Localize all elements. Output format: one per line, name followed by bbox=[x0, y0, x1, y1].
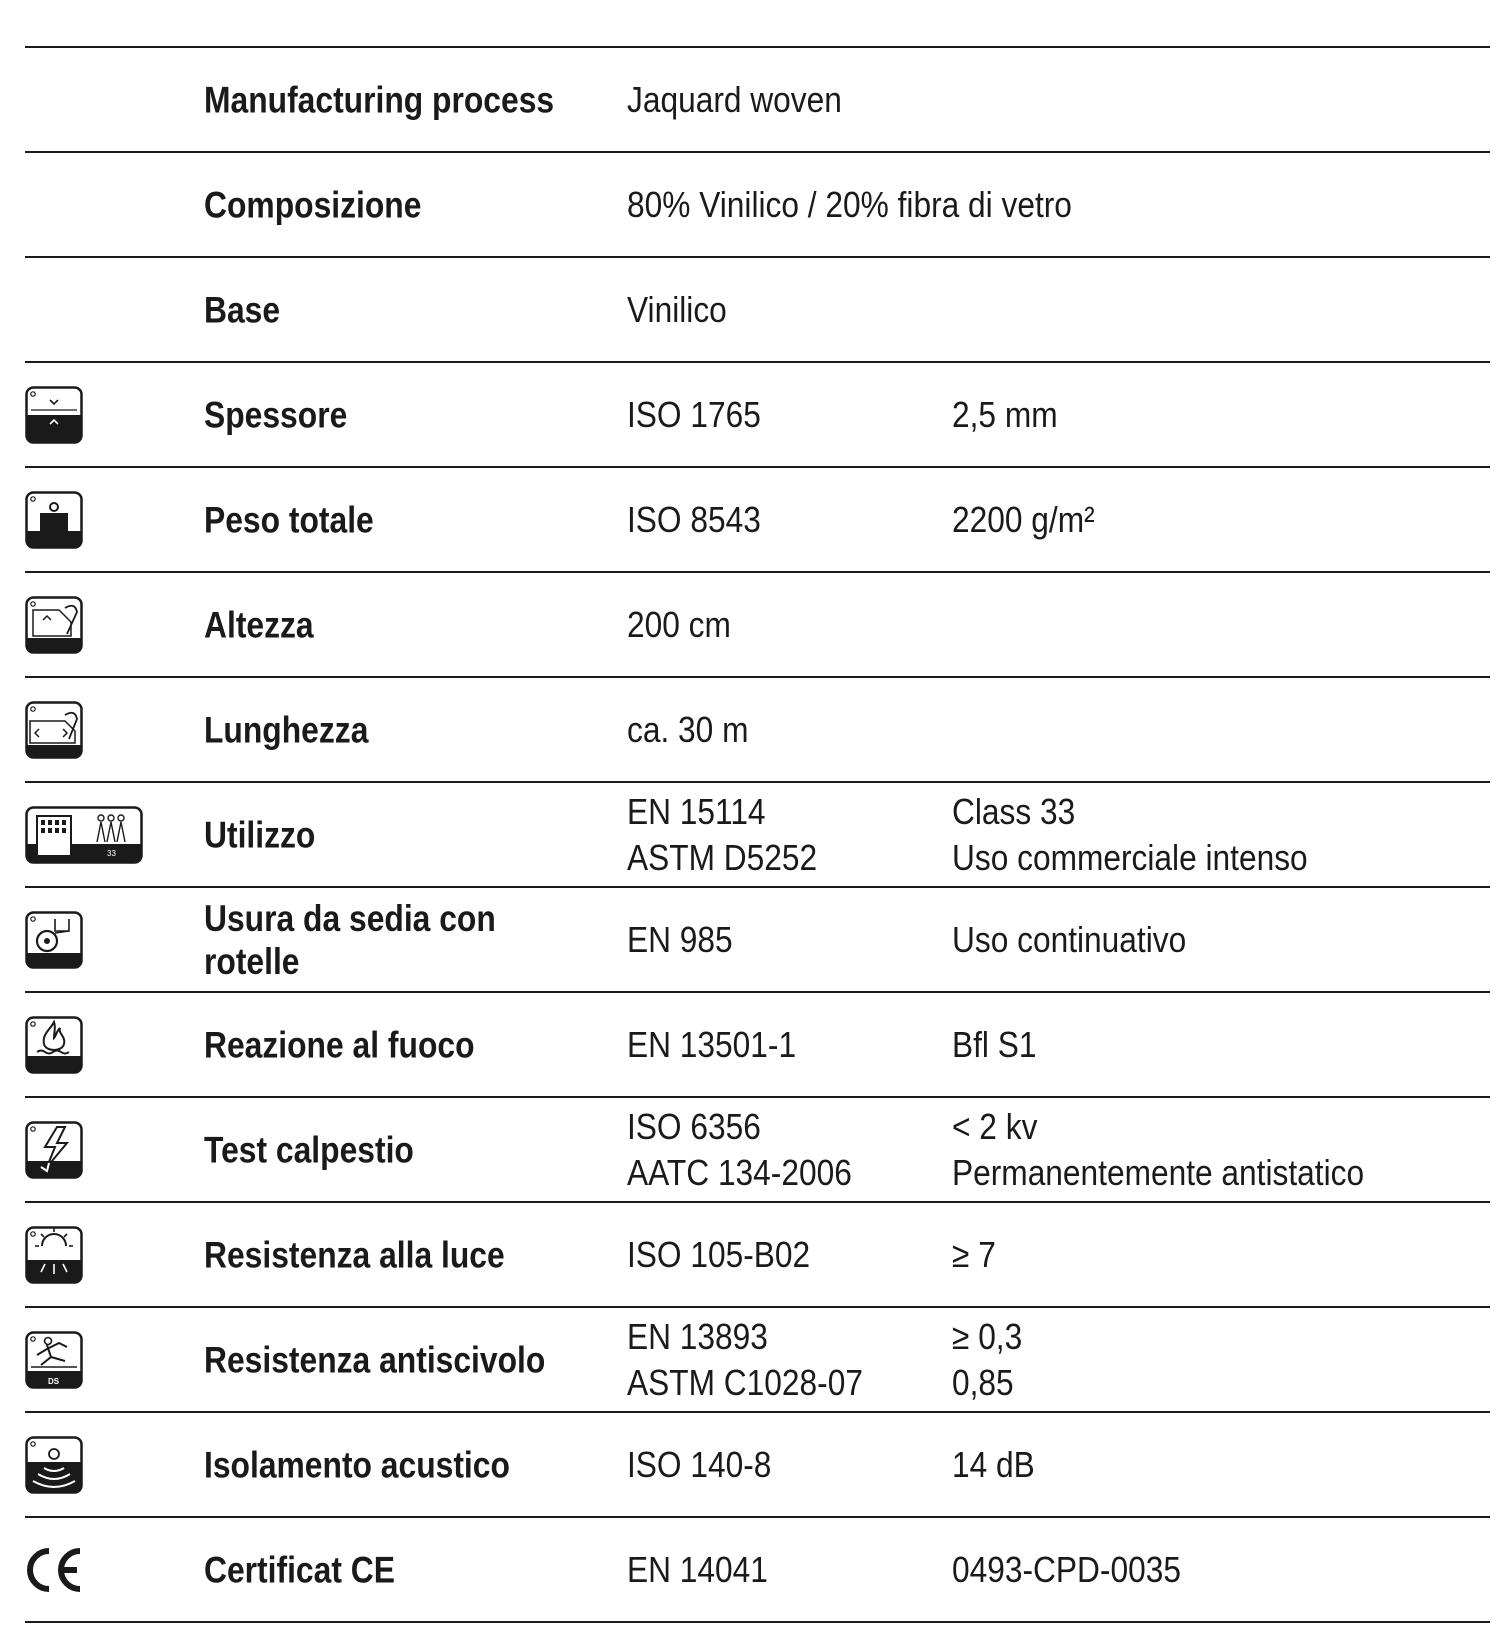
row-label bbox=[204, 1023, 584, 1066]
table-row bbox=[25, 468, 1490, 573]
acoustic-icon bbox=[25, 1436, 83, 1494]
norm-cell-line: ca. 30 m bbox=[627, 708, 749, 750]
spec-sheet bbox=[25, 46, 1490, 1623]
norm-cell-line: ISO 6356 bbox=[627, 1105, 761, 1147]
norm-cell bbox=[627, 497, 779, 543]
value-cell bbox=[952, 1232, 1002, 1278]
norm-cell bbox=[627, 182, 1133, 228]
table-row bbox=[25, 783, 1490, 888]
norm-cell-line: EN 985 bbox=[627, 918, 733, 960]
norm-cell bbox=[627, 602, 745, 648]
value-cell-line: 14 dB bbox=[952, 1443, 1035, 1485]
antistatic-icon bbox=[25, 1121, 83, 1179]
norm-cell-line: AATC 134-2006 bbox=[627, 1151, 852, 1193]
row-label bbox=[204, 1443, 584, 1486]
row-label-text: Utilizzo bbox=[204, 814, 316, 855]
row-label-text: Spessore bbox=[204, 394, 348, 435]
norm-cell bbox=[627, 1314, 895, 1406]
norm-cell-line: ASTM C1028-07 bbox=[627, 1361, 863, 1403]
value-cell bbox=[952, 1442, 1046, 1488]
roll-height-icon bbox=[25, 596, 83, 654]
row-label bbox=[204, 1233, 584, 1276]
ce-mark-icon bbox=[25, 1541, 83, 1599]
value-cell bbox=[952, 789, 1356, 881]
fire-icon bbox=[25, 1016, 83, 1074]
value-cell bbox=[952, 1022, 1048, 1068]
table-row bbox=[25, 258, 1490, 363]
table-row bbox=[25, 1203, 1490, 1308]
table-row bbox=[25, 678, 1490, 783]
row-label-text: Certificat CE bbox=[204, 1549, 395, 1590]
row-label-text: Lunghezza bbox=[204, 709, 369, 750]
table-row bbox=[25, 48, 1490, 153]
light-fastness-icon bbox=[25, 1226, 83, 1284]
weight-icon bbox=[25, 491, 83, 549]
norm-cell-line: ISO 1765 bbox=[627, 393, 761, 435]
row-label bbox=[204, 1128, 584, 1171]
row-label bbox=[204, 288, 584, 331]
value-cell bbox=[952, 1104, 1420, 1196]
value-cell-line: 0,85 bbox=[952, 1361, 1014, 1403]
value-cell bbox=[952, 917, 1218, 963]
row-label-text: Isolamento acustico bbox=[204, 1444, 510, 1485]
row-label bbox=[204, 78, 584, 121]
row-label-text: Manufacturing process bbox=[204, 79, 555, 120]
value-cell-line: 0493-CPD-0035 bbox=[952, 1548, 1181, 1590]
value-cell bbox=[952, 1314, 1032, 1406]
row-label-text: Reazione al fuoco bbox=[204, 1024, 475, 1065]
norm-cell bbox=[627, 707, 765, 753]
table-row bbox=[25, 153, 1490, 258]
roll-length-icon bbox=[25, 701, 83, 759]
value-cell-line: Uso commerciale intenso bbox=[952, 836, 1308, 878]
norm-cell-line: EN 14041 bbox=[627, 1548, 768, 1590]
slip-ds-text: DS bbox=[48, 1376, 60, 1386]
row-label bbox=[204, 1548, 584, 1591]
norm-cell bbox=[627, 1022, 819, 1068]
value-cell-line: Uso continuativo bbox=[952, 918, 1187, 960]
row-label-text: Usura da sedia con rotelle bbox=[204, 897, 496, 982]
norm-cell-line: 80% Vinilico / 20% fibra di vetro bbox=[627, 183, 1072, 225]
norm-cell-line: Jaquard woven bbox=[627, 78, 842, 120]
norm-cell bbox=[627, 1232, 835, 1278]
row-label-text: Resistenza alla luce bbox=[204, 1234, 505, 1275]
norm-cell-line: Vinilico bbox=[627, 288, 727, 330]
norm-cell bbox=[627, 77, 871, 123]
norm-cell-line: EN 13501-1 bbox=[627, 1023, 797, 1065]
row-label-text: Peso totale bbox=[204, 499, 374, 540]
thickness-icon bbox=[25, 386, 83, 444]
norm-cell bbox=[627, 1547, 787, 1593]
norm-cell-line: EN 15114 bbox=[627, 790, 766, 832]
norm-cell-line: ASTM D5252 bbox=[627, 836, 818, 878]
table-row bbox=[25, 1413, 1490, 1518]
norm-cell-line: ISO 105-B02 bbox=[627, 1233, 811, 1275]
utilizzo-class-text: 33 bbox=[107, 848, 116, 858]
row-label bbox=[204, 813, 584, 856]
value-cell-line: 2200 g/m² bbox=[952, 498, 1095, 540]
norm-cell-line: ISO 140-8 bbox=[627, 1443, 772, 1485]
norm-cell-line: EN 13893 bbox=[627, 1315, 768, 1357]
table-row bbox=[25, 888, 1490, 993]
row-label bbox=[204, 183, 584, 226]
norm-cell bbox=[627, 1442, 791, 1488]
value-cell-line: ≥ 0,3 bbox=[952, 1315, 1023, 1357]
value-cell-line: Permanentemente antistatico bbox=[952, 1151, 1365, 1193]
row-label-text: Resistenza antiscivolo bbox=[204, 1339, 546, 1380]
norm-cell-line: 200 cm bbox=[627, 603, 731, 645]
table-row bbox=[25, 573, 1490, 678]
row-label bbox=[204, 498, 584, 541]
row-label-text: Base bbox=[204, 289, 281, 330]
row-label-text: Test calpestio bbox=[204, 1129, 414, 1170]
spec-table bbox=[25, 48, 1490, 1623]
row-label bbox=[204, 897, 584, 983]
value-cell-line: 2,5 mm bbox=[952, 393, 1058, 435]
row-label bbox=[204, 1338, 584, 1381]
table-row bbox=[25, 1518, 1490, 1623]
norm-cell bbox=[627, 287, 740, 333]
value-cell bbox=[952, 392, 1072, 438]
norm-cell-line: ISO 8543 bbox=[627, 498, 761, 540]
table-row bbox=[25, 1308, 1490, 1413]
row-label-text: Composizione bbox=[204, 184, 422, 225]
value-cell bbox=[952, 497, 1114, 543]
table-row bbox=[25, 363, 1490, 468]
slip-resistance-icon bbox=[25, 1331, 83, 1389]
norm-cell bbox=[627, 789, 843, 881]
table-row bbox=[25, 993, 1490, 1098]
row-label bbox=[204, 708, 584, 751]
value-cell-line: ≥ 7 bbox=[952, 1233, 996, 1275]
value-cell bbox=[952, 1547, 1212, 1593]
value-cell-line: Class 33 bbox=[952, 790, 1076, 832]
norm-cell bbox=[627, 917, 747, 963]
commercial-use-icon bbox=[25, 806, 143, 864]
row-label bbox=[204, 393, 584, 436]
row-label-text: Altezza bbox=[204, 604, 314, 645]
table-row bbox=[25, 1098, 1490, 1203]
norm-cell bbox=[627, 392, 779, 438]
castor-chair-icon bbox=[25, 911, 83, 969]
norm-cell bbox=[627, 1104, 882, 1196]
value-cell-line: < 2 kv bbox=[952, 1105, 1038, 1147]
value-cell-line: Bfl S1 bbox=[952, 1023, 1037, 1065]
row-label bbox=[204, 603, 584, 646]
